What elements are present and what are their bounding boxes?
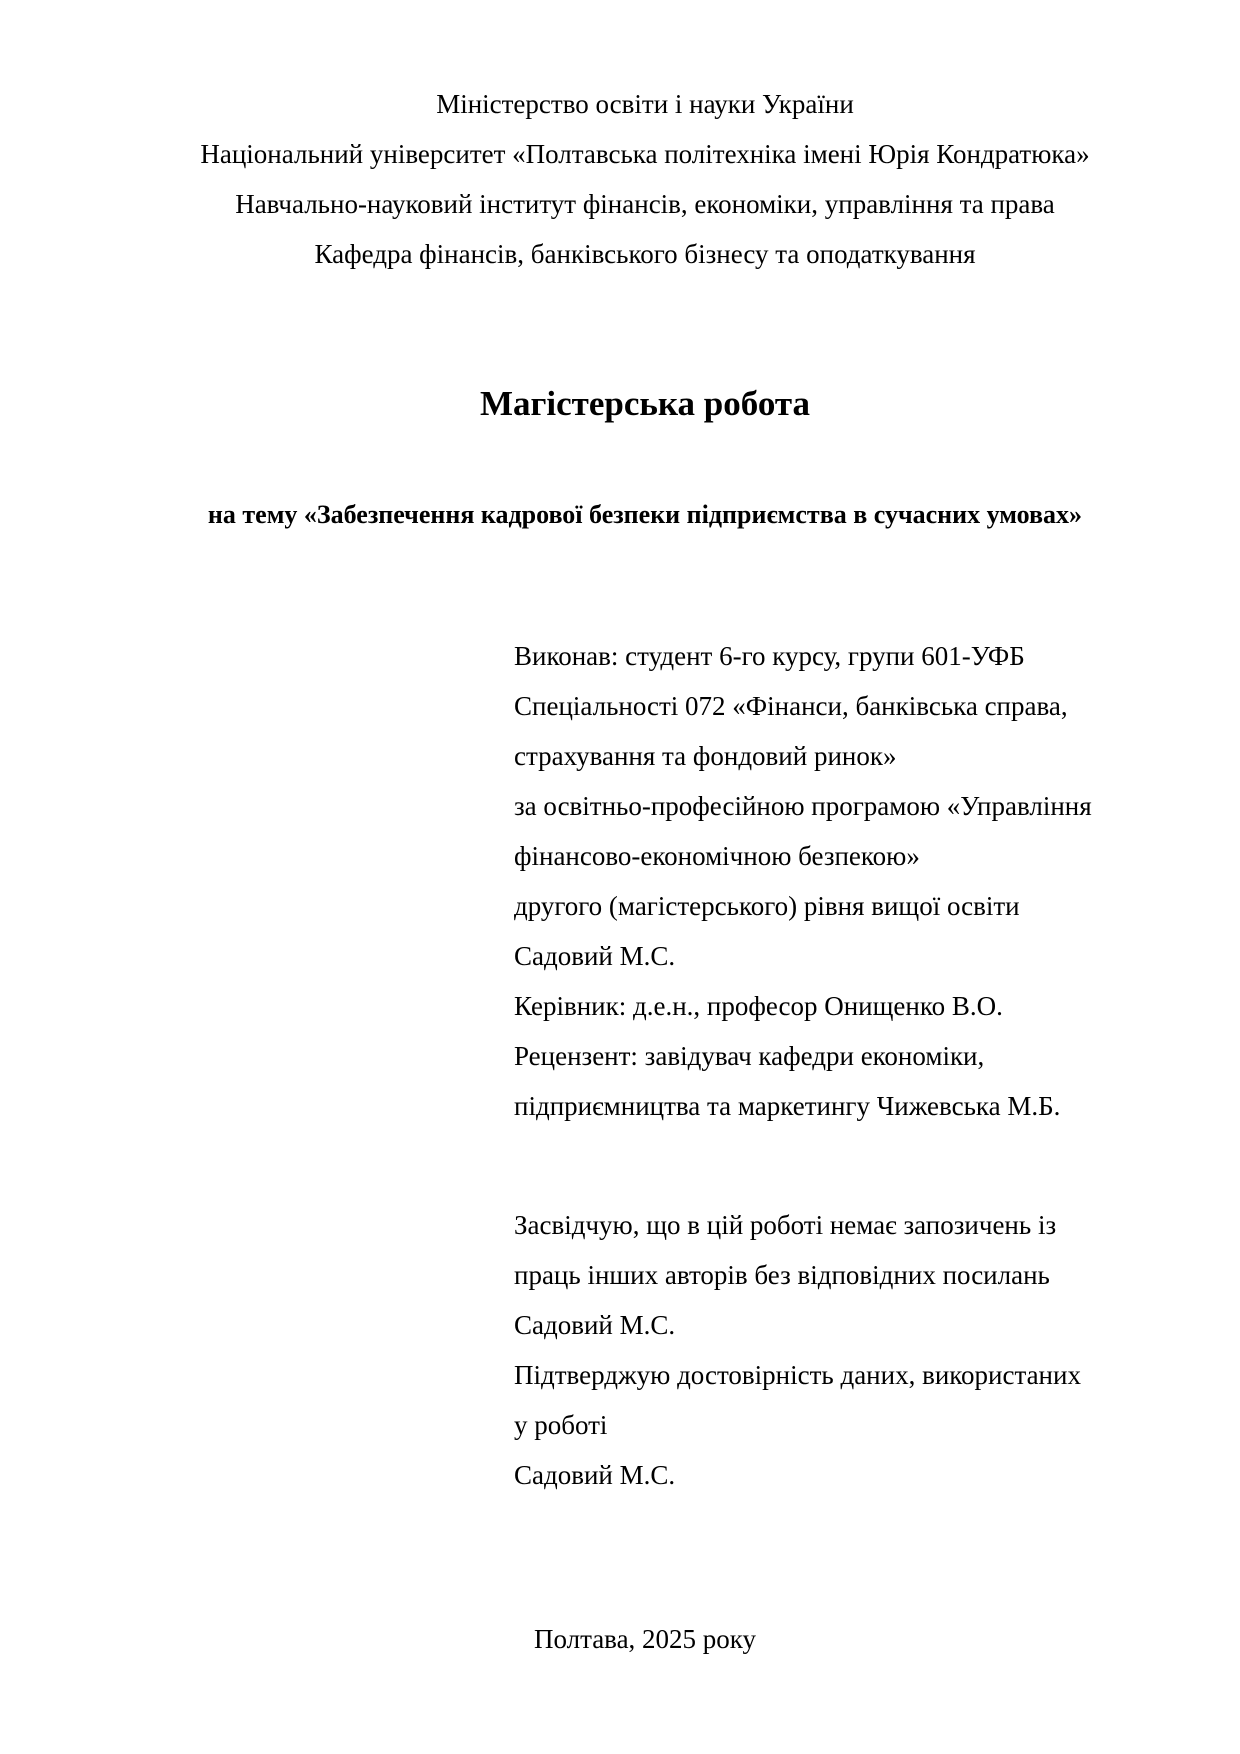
declaration-block xyxy=(514,1200,1081,1500)
place-and-year: Полтава, 2025 року xyxy=(533,1624,757,1654)
thesis-topic: на тему «Забезпечення кадрової безпеки підприємства в сучасних умовах» xyxy=(207,500,1083,529)
author-line: страхування та фондовий ринок» xyxy=(514,741,897,771)
ministry-line: Міністерство освіти і науки України xyxy=(436,89,854,119)
declaration-line: Підтверджую достовірність даних, використаних xyxy=(514,1360,1081,1390)
declaration-line: Засвідчую, що в цій роботі немає запозичень із xyxy=(514,1210,1057,1240)
author-line: Керівник: д.е.н., професор Онищенко В.О. xyxy=(514,991,1003,1021)
declaration-line: праць інших авторів без відповідних посилань xyxy=(514,1260,1050,1290)
author-line: підприємництва та маркетингу Чижевська М.Б. xyxy=(514,1091,1061,1121)
author-line: фінансово-економічною безпекою» xyxy=(514,841,920,871)
declaration-line: Садовий М.С. xyxy=(514,1460,676,1490)
author-line: другого (магістерського) рівня вищої освіти xyxy=(514,891,1020,921)
author-line: Спеціальності 072 «Фінанси, банківська справа, xyxy=(514,691,1068,721)
author-line: Рецензент: завідувач кафедри економіки, xyxy=(514,1041,985,1071)
author-line: Садовий М.С. xyxy=(514,941,676,971)
declaration-line: у роботі xyxy=(514,1410,608,1440)
author-line: за освітньо-професійною програмою «Управління xyxy=(514,791,1092,821)
university-line: Національний університет «Полтавська політехніка імені Юрія Кондратюка» xyxy=(200,139,1090,169)
document-title: Магістерська робота xyxy=(480,384,810,423)
declaration-line: Садовий М.С. xyxy=(514,1310,676,1340)
department-line: Кафедра фінансів, банківського бізнесу та оподаткування xyxy=(314,239,976,269)
author-block xyxy=(514,631,1092,1131)
author-line: Виконав: студент 6-го курсу, групи 601-УФБ xyxy=(514,641,1025,671)
institute-line: Навчально-науковий інститут фінансів, економіки, управління та права xyxy=(235,189,1055,219)
